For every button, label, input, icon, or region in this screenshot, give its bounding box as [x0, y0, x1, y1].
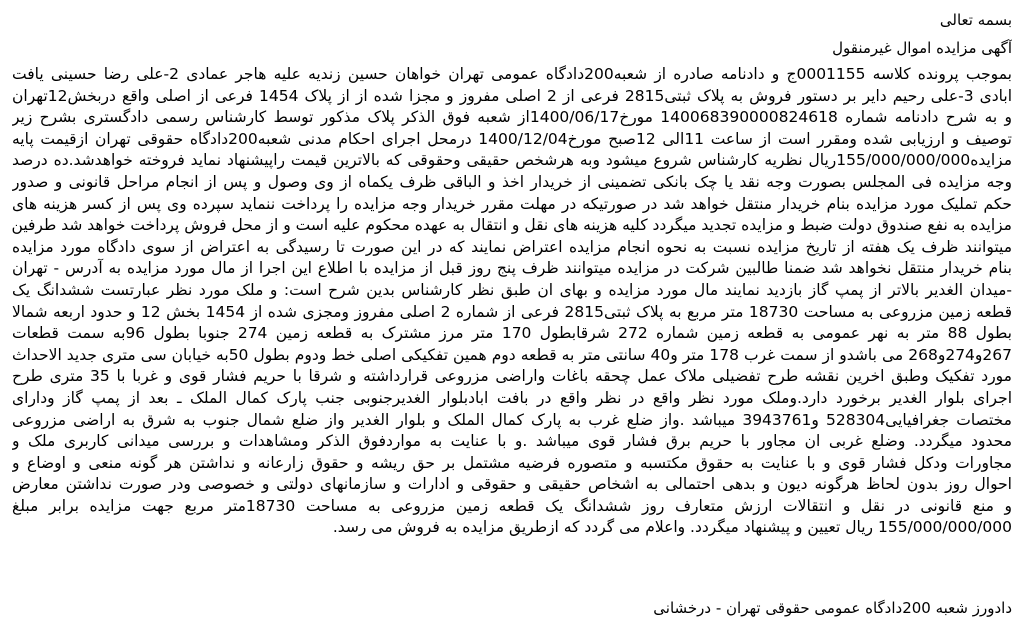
notice-body-line: اجرای بلوار الغدیر برخورد دارد.وملک مورد نظر واقع در نظر واقع در بافت ابادبلوار الغدیرجنوبی جنب پارک کمال الملک ـ بعد از پمپ گاز ودارای: [12, 388, 1012, 407]
notice-body-line: و به شرح دادنامه شماره 140068390000824618 مورخ1400/06/17از شعبه فوق الذکر پلاک مذکور توسط کارشناس رسمی دادگستری بشرح زیر: [12, 108, 1012, 127]
notice-body-line: ابادی 3-علی رحیم دایر بر دستور فروش به پلاک ثبتی2815 فرعی از 2 اصلی مفروز و مجزا شده از از پلاک 1454 فرعی از اصلی واقع دربخش12تهران: [12, 86, 1012, 105]
notice-body-line: احوال روز بدون لحاظ هرگونه دیون و بدهی احتمالی به اشخاص حقیقی و حقوقی و ادارات و سازمانهای دولتی و خصوصی ودر صورت نداشتن معارض: [12, 475, 1012, 494]
notice-body-line: بطول 88 متر به نهر عمومی به قطعه زمین شماره 272 شرقابطول 170 متر مرز مشترک به قطعه زمین 274 جنوبا بطول 96به سمت قطعات: [12, 324, 1012, 343]
notice-body-line: بنام خریدار منتقل نخواهد شد ضمنا طالبین شرکت در مزایده میتوانند ظرف پنج روز قبل از مزایده با اطلاع این اجرا از مال مورد مزایده به آدرس - تهران: [12, 259, 1012, 278]
notice-body-line: مورد تفکیک وطبق اخرین نقشه طرح تفضیلی ملاک عمل چحقه باغات واراضی مزروعی قرارداشته و شرقا با حریم فشار قوی و غربا با 35 متری طرح: [12, 367, 1012, 386]
notice-body-line: 267و274و268 می باشدو از سمت غرب 178 متر و40 سانتی متر به قطعه دوم همین تفکیکی اصلی خط ودوم بطول 50به خیابان سی متری جدید الاحداث: [12, 345, 1012, 364]
notice-body-line: 155/000/000/000 ریال تعیین و پیشنهاد میگردد. واعلام می گردد که ازطریق مزایده به فروش می رسد.: [332, 518, 1012, 537]
notice-body-line: مجاورات ودکل فشار قوی و با عنایت به حقوق مکتسبه و متصوره فرضیه مشتمل بر حق ریشه و حقوق زارعانه و نداشتن هر گونه منعی و اوضاع و: [12, 453, 1012, 472]
notice-body: [12, 64, 1012, 539]
notice-body-line: محدود میگردد. وضلع غربی ان مجاور با حریم برق فشار قوی میباشد .و با عنایت به مواردفوق الذکر ومشاهدات و بررسی میدانی کاربری ملک و: [12, 432, 1012, 451]
notice-body-line: قطعه زمین مزروعی به مساحت 18730 متر مربع به پلاک ثبتی2815 فرعی از شماره 2 اصلی مفروز ومجزی شده از 1454 بخش 12 و حدود اربعه شمالا: [12, 302, 1012, 321]
notice-body-line: مختصات جغرافیایی528304 و3943761 میباشد .واز ضلع غرب به پارک کمال الملک و بلوار الغدیر واز ضلع شمال جنوب به شرق به اراضی مزروعی: [12, 410, 1012, 429]
notice-title: آگهی مزایده اموال غیرمنقول: [832, 39, 1012, 57]
notice-body-line: مزایده به نفع صندوق دولت ضبط و مزایده تجدید میگردد کلیه هزینه های نقل و انتقال به عهده محکوم علیه است و از محل فروش پرداخت خواهد شد طرفین: [12, 216, 1012, 235]
notice-body-line: توصیف و ارزیابی شده ومقرر است از ساعت 11الی 12صبح مورخ1400/12/04 درمحل اجرای احکام مدنی شعبه200دادگاه حقوقی تهران ازقیمت پایه: [12, 129, 1012, 148]
notice-body-line: بموجب پرونده کلاسه 0001155ج و دادنامه صادره از شعبه200دادگاه عمومی تهران خواهان حسین زندیه علیه هاجر عمادی 2-علی رضا حسینی یافت: [12, 65, 1012, 83]
signature-line: دادورز شعبه 200دادگاه عمومی حقوقی تهران - درخشانی: [653, 599, 1012, 617]
notice-body-line: میتوانند ظرف یک هفته از تاریخ مزایده نسبت به نحوه انجام مزایده اعتراض نمایند که در این صورت تا رسیدگی به اعتراض از سوی دادگاه مورد مزایده: [12, 237, 1012, 256]
notice-body-line: مزایده155/000/000/000ریال نظریه کارشناس شروع میشود وبه هرشخص حقیقی وحقوقی که بالاترین قیمت راپیشنهاد نماید فروخته خواهدشد.ده درصد: [12, 151, 1012, 170]
notice-body-line: -میدان الغدیر بالاتر از پمپ گاز بازدید نمایند مال مورد مزایده و بهای ان طبق نظر کارشناس بدین شرح است: و ملک مورد نظر عبارتست ششدانگ یک: [12, 280, 1012, 299]
basmala-heading: بسمه تعالی: [939, 11, 1012, 29]
notice-body-line: و منع قانونی در نقل و انتقالات ارزش متعارف روز ششدانگ یک قطعه زمین مزروعی به مساحت 18730متر مربع جهت مزایده برابر مبلغ: [12, 496, 1012, 515]
notice-body-line: وجه مزایده فی المجلس بصورت وجه نقد یا چک بانکی تضمینی از خریدار اخذ و الباقی ظرف یکماه از وی وصول و پس از انجام مراحل قانونی و صدور: [12, 172, 1012, 191]
notice-body-line: حکم تملیک مورد مزایده بنام خریدار منتقل خواهد شد در صورتیکه در مهلت مقرر خریدار وجه مزایده را پرداخت ننماید سپرده وی پس از کسر هزینه های: [12, 194, 1012, 213]
